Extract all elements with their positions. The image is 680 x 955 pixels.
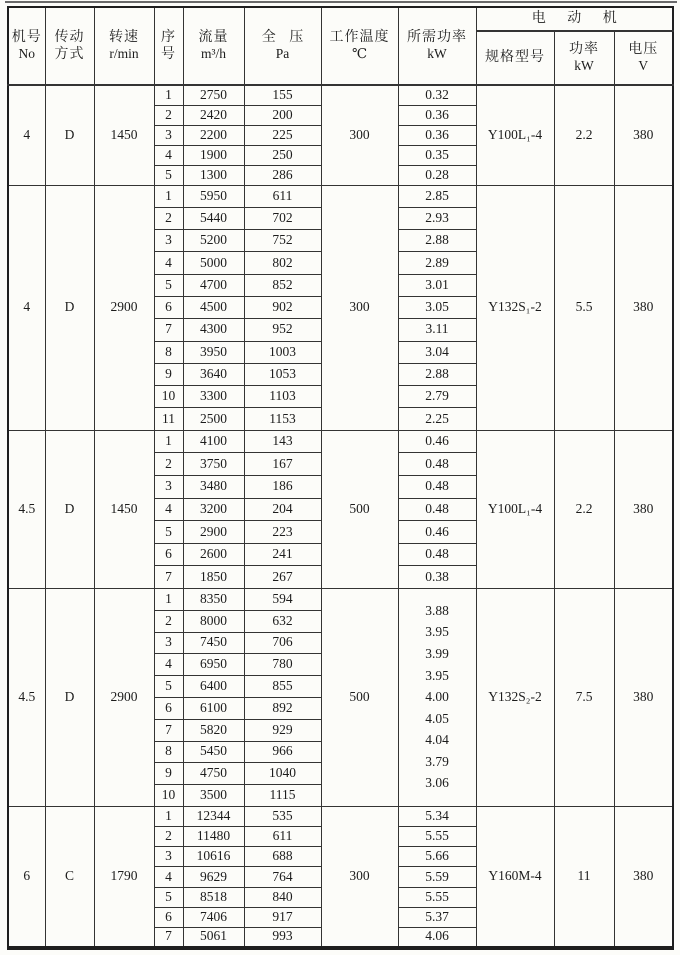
flow-cell: 3480 <box>183 475 244 498</box>
flow-cell: 3200 <box>183 498 244 521</box>
temp-cell: 500 <box>321 430 398 588</box>
col-header-drive <box>45 7 94 85</box>
req-power-cell: 3.05 <box>398 296 476 318</box>
voltage-cell: 380 <box>614 430 673 588</box>
req-power-offset-cell <box>398 588 476 806</box>
seq-no-cell: 4 <box>154 252 183 274</box>
req-power-cell: 5.59 <box>398 867 476 887</box>
col-header-temp-zh: 工作温度 <box>329 29 390 45</box>
seq-no-cell: 2 <box>154 453 183 476</box>
col-header-machine-no-en: No <box>18 46 35 62</box>
req-power-cell: 0.46 <box>398 430 476 453</box>
temp-cell: 500 <box>321 588 398 806</box>
seq-no-cell: 9 <box>154 763 183 785</box>
req-power-value: 4.05 <box>425 710 449 726</box>
flow-cell: 9629 <box>183 867 244 887</box>
pressure-cell: 143 <box>244 430 321 453</box>
flow-cell: 1900 <box>183 145 244 165</box>
col-header-voltage <box>614 31 673 85</box>
seq-no-cell: 3 <box>154 230 183 252</box>
col-header-req-power-zh: 所需功率 <box>407 29 467 45</box>
pressure-cell: 764 <box>244 867 321 887</box>
pressure-cell: 535 <box>244 806 321 826</box>
col-header-motor-power-zh: 功率 <box>569 41 599 57</box>
col-header-seq-line1: 序 <box>161 29 176 45</box>
seq-no-cell: 1 <box>154 806 183 826</box>
seq-no-cell: 3 <box>154 847 183 867</box>
seq-no-cell: 3 <box>154 125 183 145</box>
seq-no-cell: 1 <box>154 588 183 610</box>
col-header-drive-line2: 方式 <box>54 47 85 62</box>
pressure-cell: 966 <box>244 741 321 763</box>
req-power-cell: 0.46 <box>398 521 476 544</box>
req-power-cell: 5.66 <box>398 847 476 867</box>
speed-cell: 2900 <box>94 588 154 806</box>
seq-no-cell: 5 <box>154 274 183 296</box>
flow-cell: 2600 <box>183 543 244 566</box>
col-header-motor-model-zh: 规格型号 <box>485 50 545 66</box>
flow-cell: 12344 <box>183 806 244 826</box>
motor-power-cell: 2.2 <box>554 430 614 588</box>
pressure-cell: 611 <box>244 827 321 847</box>
col-header-machine-no-zh: 机号 <box>11 29 42 45</box>
pressure-cell: 952 <box>244 319 321 341</box>
motor-power-cell: 11 <box>554 806 614 947</box>
req-power-cell: 4.06 <box>398 928 476 948</box>
pressure-cell: 167 <box>244 453 321 476</box>
seq-no-cell: 4 <box>154 145 183 165</box>
temp-cell: 300 <box>321 806 398 947</box>
col-header-motor-power <box>554 31 614 85</box>
seq-no-cell: 9 <box>154 363 183 385</box>
table-row <box>8 185 673 207</box>
seq-no-cell: 4 <box>154 867 183 887</box>
flow-cell: 1300 <box>183 165 244 185</box>
seq-no-cell: 2 <box>154 105 183 125</box>
seq-no-cell: 5 <box>154 676 183 698</box>
req-power-cell: 0.36 <box>398 125 476 145</box>
pressure-cell: 200 <box>244 105 321 125</box>
col-header-pressure <box>244 7 321 85</box>
req-power-cell: 0.48 <box>398 498 476 521</box>
flow-cell: 5820 <box>183 719 244 741</box>
req-power-cell: 2.88 <box>398 230 476 252</box>
req-power-offset-list <box>399 589 476 806</box>
pressure-cell: 917 <box>244 907 321 927</box>
machine-no-cell: 4 <box>8 185 45 430</box>
seq-no-cell: 8 <box>154 741 183 763</box>
col-header-speed <box>94 7 154 85</box>
col-header-seq <box>154 7 183 85</box>
flow-cell: 3500 <box>183 785 244 807</box>
flow-cell: 5450 <box>183 741 244 763</box>
pressure-cell: 1115 <box>244 785 321 807</box>
seq-no-cell: 7 <box>154 928 183 948</box>
flow-cell: 2200 <box>183 125 244 145</box>
req-power-cell: 2.89 <box>398 252 476 274</box>
req-power-cell: 0.38 <box>398 566 476 589</box>
motor-model-cell: Y100L₁-4 <box>476 85 554 185</box>
seq-no-cell: 5 <box>154 521 183 544</box>
flow-cell: 4700 <box>183 274 244 296</box>
flow-cell: 2750 <box>183 85 244 105</box>
flow-cell: 7450 <box>183 632 244 654</box>
col-header-pressure-unit: Pa <box>275 46 290 62</box>
flow-cell: 5440 <box>183 207 244 229</box>
seq-no-cell: 5 <box>154 165 183 185</box>
pressure-cell: 902 <box>244 296 321 318</box>
machine-no-cell: 6 <box>8 806 45 947</box>
pressure-cell: 155 <box>244 85 321 105</box>
col-header-flow-unit: m³/h <box>200 46 227 62</box>
seq-no-cell: 7 <box>154 319 183 341</box>
pressure-cell: 286 <box>244 165 321 185</box>
flow-cell: 8350 <box>183 588 244 610</box>
seq-no-cell: 4 <box>154 498 183 521</box>
req-power-cell: 0.48 <box>398 543 476 566</box>
pressure-cell: 594 <box>244 588 321 610</box>
speed-cell: 1790 <box>94 806 154 947</box>
pressure-cell: 225 <box>244 125 321 145</box>
col-header-voltage-zh: 电压 <box>628 41 659 57</box>
pressure-cell: 250 <box>244 145 321 165</box>
col-header-speed-unit: r/min <box>109 46 139 62</box>
pressure-cell: 993 <box>244 928 321 948</box>
req-power-cell: 0.36 <box>398 105 476 125</box>
flow-cell: 11480 <box>183 827 244 847</box>
pressure-cell: 688 <box>244 847 321 867</box>
table-row <box>8 588 673 610</box>
req-power-cell: 2.93 <box>398 207 476 229</box>
req-power-cell: 0.35 <box>398 145 476 165</box>
col-header-machine-no <box>8 7 45 85</box>
seq-no-cell: 6 <box>154 296 183 318</box>
seq-no-cell: 6 <box>154 697 183 719</box>
pressure-cell: 802 <box>244 252 321 274</box>
flow-cell: 2500 <box>183 408 244 430</box>
drive-type-cell: D <box>45 588 94 806</box>
machine-no-cell: 4.5 <box>8 588 45 806</box>
flow-cell: 2900 <box>183 521 244 544</box>
req-power-cell: 5.55 <box>398 827 476 847</box>
col-header-speed-zh: 转速 <box>109 29 139 45</box>
drive-type-cell: D <box>45 85 94 185</box>
seq-no-cell: 5 <box>154 887 183 907</box>
pressure-cell: 929 <box>244 719 321 741</box>
flow-cell: 8518 <box>183 887 244 907</box>
col-header-pressure-zh: 全 压 <box>261 29 309 45</box>
table-row <box>8 85 673 105</box>
flow-cell: 5200 <box>183 230 244 252</box>
flow-cell: 5000 <box>183 252 244 274</box>
pressure-cell: 611 <box>244 185 321 207</box>
req-power-cell: 2.85 <box>398 185 476 207</box>
seq-no-cell: 8 <box>154 341 183 363</box>
seq-no-cell: 7 <box>154 566 183 589</box>
flow-cell: 3640 <box>183 363 244 385</box>
req-power-cell: 0.28 <box>398 165 476 185</box>
speed-cell: 2900 <box>94 185 154 430</box>
col-header-voltage-unit: V <box>638 58 649 74</box>
pressure-cell: 706 <box>244 632 321 654</box>
pressure-cell: 852 <box>244 274 321 296</box>
motor-power-cell: 2.2 <box>554 85 614 185</box>
fan-spec-table <box>7 6 674 950</box>
header-row-top <box>8 7 673 31</box>
pressure-cell: 840 <box>244 887 321 907</box>
req-power-cell: 3.04 <box>398 341 476 363</box>
motor-model-cell: Y160M-4 <box>476 806 554 947</box>
flow-cell: 3750 <box>183 453 244 476</box>
req-power-cell: 2.79 <box>398 386 476 408</box>
flow-cell: 4100 <box>183 430 244 453</box>
col-header-drive-line1: 传动 <box>54 29 85 45</box>
col-header-seq-line2: 号 <box>161 47 176 62</box>
voltage-cell: 380 <box>614 588 673 806</box>
req-power-value: 3.06 <box>425 775 449 791</box>
seq-no-cell: 2 <box>154 827 183 847</box>
motor-power-cell: 7.5 <box>554 588 614 806</box>
voltage-cell: 380 <box>614 85 673 185</box>
motor-model-cell: Y100L₁-4 <box>476 430 554 588</box>
pressure-cell: 1053 <box>244 363 321 385</box>
pressure-cell: 1153 <box>244 408 321 430</box>
req-power-cell: 3.11 <box>398 319 476 341</box>
flow-cell: 8000 <box>183 610 244 632</box>
flow-cell: 6950 <box>183 654 244 676</box>
req-power-cell: 0.48 <box>398 453 476 476</box>
req-power-value: 3.79 <box>425 753 449 769</box>
seq-no-cell: 7 <box>154 719 183 741</box>
machine-no-cell: 4 <box>8 85 45 185</box>
flow-cell: 4750 <box>183 763 244 785</box>
speed-cell: 1450 <box>94 85 154 185</box>
drive-type-cell: C <box>45 806 94 947</box>
table-row <box>8 430 673 453</box>
page-top-rule <box>5 1 677 3</box>
seq-no-cell: 11 <box>154 408 183 430</box>
pressure-cell: 267 <box>244 566 321 589</box>
col-header-motor-group: 电 动 机 <box>476 7 673 31</box>
flow-cell: 5061 <box>183 928 244 948</box>
req-power-cell: 5.55 <box>398 887 476 907</box>
pressure-cell: 1103 <box>244 386 321 408</box>
col-header-motor-power-unit: kW <box>574 58 594 74</box>
seq-no-cell: 6 <box>154 907 183 927</box>
pressure-cell: 702 <box>244 207 321 229</box>
req-power-cell: 2.25 <box>398 408 476 430</box>
req-power-value: 3.95 <box>425 624 449 640</box>
flow-cell: 3950 <box>183 341 244 363</box>
seq-no-cell: 2 <box>154 207 183 229</box>
req-power-value: 4.00 <box>425 689 449 705</box>
table-header <box>8 7 673 85</box>
speed-cell: 1450 <box>94 430 154 588</box>
temp-cell: 300 <box>321 85 398 185</box>
pressure-cell: 186 <box>244 475 321 498</box>
drive-type-cell: D <box>45 430 94 588</box>
seq-no-cell: 3 <box>154 632 183 654</box>
pressure-cell: 892 <box>244 697 321 719</box>
req-power-cell: 0.48 <box>398 475 476 498</box>
motor-model-cell: Y132S₁-2 <box>476 185 554 430</box>
pressure-cell: 855 <box>244 676 321 698</box>
flow-cell: 5950 <box>183 185 244 207</box>
voltage-cell: 380 <box>614 806 673 947</box>
voltage-cell: 380 <box>614 185 673 430</box>
flow-cell: 6100 <box>183 697 244 719</box>
flow-cell: 3300 <box>183 386 244 408</box>
motor-power-cell: 5.5 <box>554 185 614 430</box>
seq-no-cell: 10 <box>154 785 183 807</box>
drive-type-cell: D <box>45 185 94 430</box>
col-header-req-power-unit: kW <box>427 46 447 62</box>
pressure-cell: 241 <box>244 543 321 566</box>
flow-cell: 6400 <box>183 676 244 698</box>
seq-no-cell: 4 <box>154 654 183 676</box>
pressure-cell: 223 <box>244 521 321 544</box>
temp-cell: 300 <box>321 185 398 430</box>
req-power-value: 4.04 <box>425 732 449 748</box>
table-body <box>8 85 673 948</box>
pressure-cell: 780 <box>244 654 321 676</box>
col-header-temp-unit: ℃ <box>351 46 368 62</box>
seq-no-cell: 10 <box>154 386 183 408</box>
seq-no-cell: 2 <box>154 610 183 632</box>
flow-cell: 2420 <box>183 105 244 125</box>
flow-cell: 1850 <box>183 566 244 589</box>
seq-no-cell: 6 <box>154 543 183 566</box>
req-power-value: 3.88 <box>425 602 449 618</box>
req-power-cell: 2.88 <box>398 363 476 385</box>
req-power-value: 3.99 <box>425 646 449 662</box>
flow-cell: 4500 <box>183 296 244 318</box>
req-power-cell: 5.37 <box>398 907 476 927</box>
req-power-value: 3.95 <box>425 667 449 683</box>
motor-model-cell: Y132S₂-2 <box>476 588 554 806</box>
col-header-flow <box>183 7 244 85</box>
pressure-cell: 632 <box>244 610 321 632</box>
col-header-req-power <box>398 7 476 85</box>
col-header-flow-zh: 流量 <box>198 29 229 45</box>
seq-no-cell: 1 <box>154 185 183 207</box>
pressure-cell: 752 <box>244 230 321 252</box>
flow-cell: 4300 <box>183 319 244 341</box>
req-power-cell: 3.01 <box>398 274 476 296</box>
machine-no-cell: 4.5 <box>8 430 45 588</box>
flow-cell: 10616 <box>183 847 244 867</box>
req-power-cell: 5.34 <box>398 806 476 826</box>
col-header-motor-model <box>476 31 554 85</box>
pressure-cell: 1003 <box>244 341 321 363</box>
pressure-cell: 204 <box>244 498 321 521</box>
seq-no-cell: 1 <box>154 85 183 105</box>
flow-cell: 7406 <box>183 907 244 927</box>
seq-no-cell: 3 <box>154 475 183 498</box>
pressure-cell: 1040 <box>244 763 321 785</box>
table-row <box>8 806 673 826</box>
req-power-cell: 0.32 <box>398 85 476 105</box>
seq-no-cell: 1 <box>154 430 183 453</box>
col-header-temp <box>321 7 398 85</box>
